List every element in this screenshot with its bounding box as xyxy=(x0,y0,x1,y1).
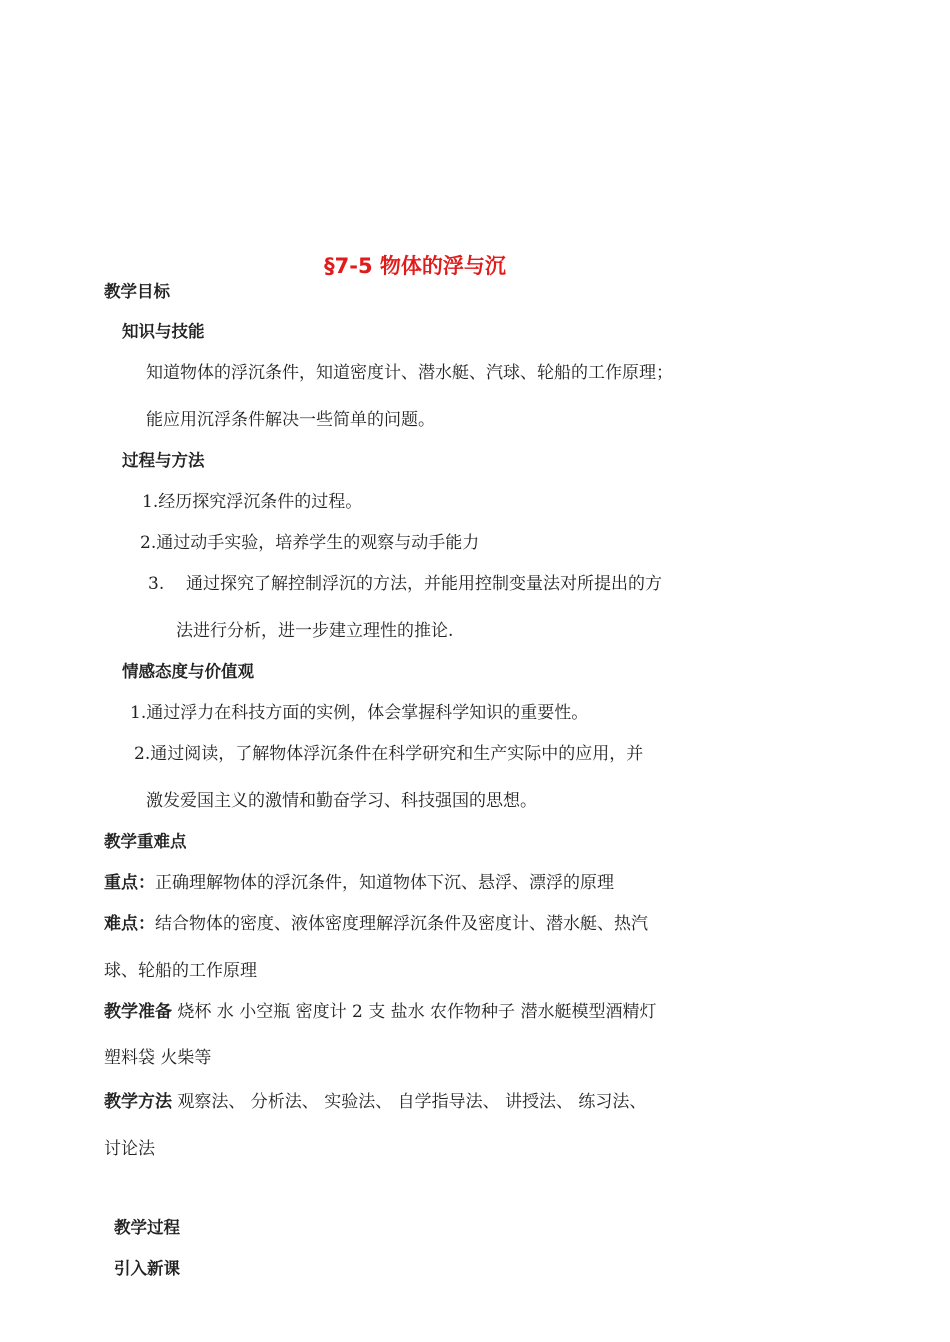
intro-heading: 引入新课 xyxy=(114,1259,180,1278)
process-heading: 过程与方法 xyxy=(122,451,205,470)
document-title: §7-5 物体的浮与沉 xyxy=(324,254,506,278)
emotion-heading: 情感态度与价值观 xyxy=(122,662,254,681)
process-item-2: 2.通过动手实验，培养学生的观察与动手能力 xyxy=(140,533,480,553)
method-line xyxy=(104,1091,646,1113)
knowledge-heading: 知识与技能 xyxy=(122,322,205,341)
key-point-label: 重点： xyxy=(104,873,155,893)
difficult-point-line xyxy=(104,913,648,935)
knowledge-line-1: 知道物体的浮沉条件，知道密度计、潜水艇、汽球、轮船的工作原理； xyxy=(146,363,673,383)
difficult-point-text: 结合物体的密度、液体密度理解浮沉条件及密度计、潜水艇、热汽 xyxy=(155,914,648,934)
process-item-3-continued: 法进行分析，进一步建立理性的推论. xyxy=(176,621,454,641)
emotion-item-1: 1.通过浮力在科技方面的实例，体会掌握科学知识的重要性。 xyxy=(130,703,589,723)
process-item-3-text: 通过探究了解控制浮沉的方法，并能用控制变量法对所提出的方 xyxy=(186,574,662,594)
prep-label: 教学准备 xyxy=(104,1002,172,1022)
objectives-heading: 教学目标 xyxy=(104,282,170,301)
difficult-point-label: 难点： xyxy=(104,914,155,934)
emotion-item-2: 2.通过阅读，了解物体浮沉条件在科学研究和生产实际中的应用，并 xyxy=(134,744,644,764)
method-label: 教学方法 xyxy=(104,1092,172,1112)
key-difficult-heading: 教学重难点 xyxy=(104,832,187,851)
process-item-1: 1.经历探究浮沉条件的过程。 xyxy=(142,492,363,512)
prep-line xyxy=(104,1001,656,1023)
method-continued: 讨论法 xyxy=(104,1139,155,1159)
knowledge-line-2: 能应用沉浮条件解决一些简单的问题。 xyxy=(146,410,435,430)
key-point-line xyxy=(104,872,614,894)
method-text: 观察法、 分析法、 实验法、 自学指导法、 讲授法、 练习法、 xyxy=(172,1092,647,1112)
prep-continued: 塑料袋 火柴等 xyxy=(104,1048,212,1068)
difficult-point-continued: 球、轮船的工作原理 xyxy=(104,961,257,981)
teaching-process-heading: 教学过程 xyxy=(114,1218,180,1237)
emotion-item-2-continued: 激发爱国主义的激情和勤奋学习、科技强国的思想。 xyxy=(146,791,537,811)
process-item-3-number: 3. xyxy=(148,574,165,594)
prep-text: 烧杯 水 小空瓶 密度计 2 支 盐水 农作物种子 潜水艇模型酒精灯 xyxy=(172,1002,657,1022)
key-point-text: 正确理解物体的浮沉条件，知道物体下沉、悬浮、漂浮的原理 xyxy=(155,873,614,893)
